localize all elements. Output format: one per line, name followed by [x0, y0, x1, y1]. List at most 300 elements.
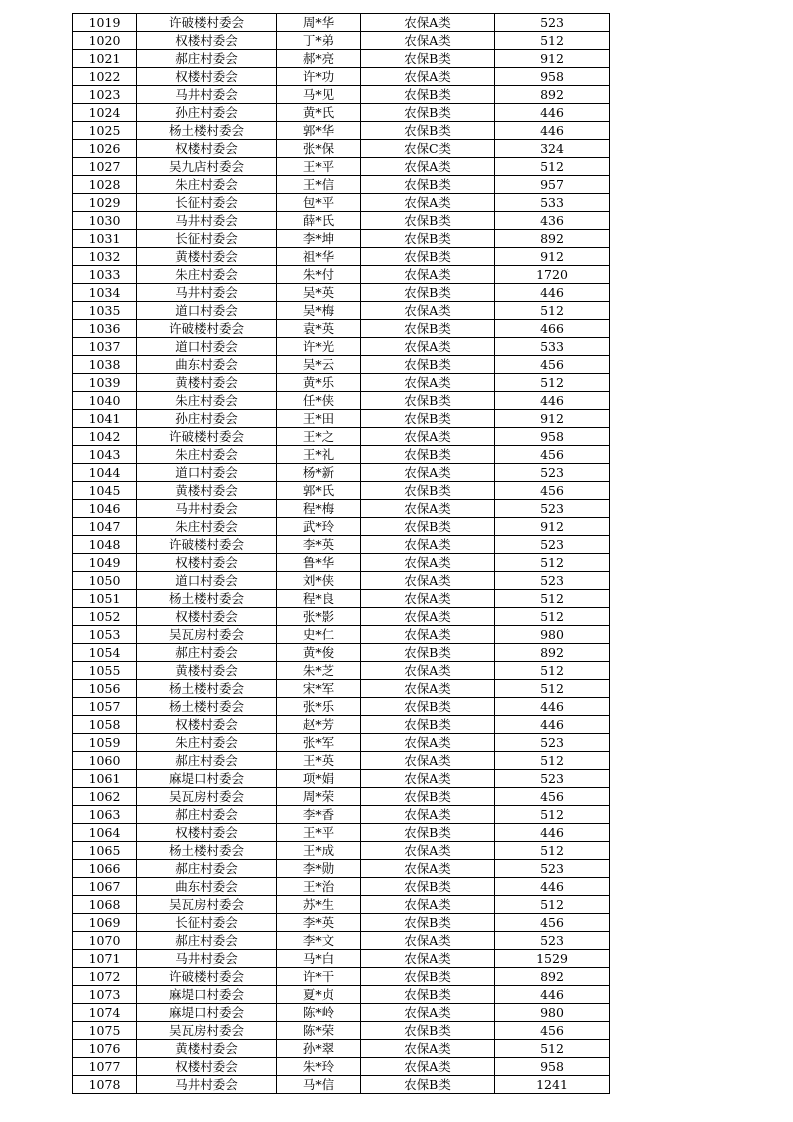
amount-cell: 1241 — [495, 1076, 610, 1094]
insurance-type-cell: 农保B类 — [361, 644, 495, 662]
amount-cell: 456 — [495, 446, 610, 464]
village-committee-cell: 杨土楼村委会 — [137, 122, 277, 140]
person-name-cell: 王*信 — [277, 176, 361, 194]
insurance-type-cell: 农保B类 — [361, 482, 495, 500]
table-row — [73, 266, 610, 284]
person-name-cell: 杨*新 — [277, 464, 361, 482]
person-name-cell: 鲁*华 — [277, 554, 361, 572]
person-name-cell: 王*成 — [277, 842, 361, 860]
row-number-cell: 1062 — [73, 788, 137, 806]
person-name-cell: 孙*翠 — [277, 1040, 361, 1058]
table-row — [73, 464, 610, 482]
village-committee-cell: 马井村委会 — [137, 500, 277, 518]
amount-cell: 958 — [495, 1058, 610, 1076]
person-name-cell: 王*平 — [277, 158, 361, 176]
person-name-cell: 丁*弟 — [277, 32, 361, 50]
village-committee-cell: 黄楼村委会 — [137, 248, 277, 266]
person-name-cell: 张*乐 — [277, 698, 361, 716]
row-number-cell: 1028 — [73, 176, 137, 194]
amount-cell: 892 — [495, 968, 610, 986]
insurance-type-cell: 农保A类 — [361, 590, 495, 608]
insurance-type-cell: 农保A类 — [361, 158, 495, 176]
row-number-cell: 1074 — [73, 1004, 137, 1022]
insurance-type-cell: 农保A类 — [361, 428, 495, 446]
insurance-type-cell: 农保A类 — [361, 1004, 495, 1022]
row-number-cell: 1065 — [73, 842, 137, 860]
row-number-cell: 1029 — [73, 194, 137, 212]
village-committee-cell: 杨土楼村委会 — [137, 680, 277, 698]
amount-cell: 523 — [495, 500, 610, 518]
row-number-cell: 1064 — [73, 824, 137, 842]
amount-cell: 446 — [495, 122, 610, 140]
person-name-cell: 吴*梅 — [277, 302, 361, 320]
amount-cell: 892 — [495, 644, 610, 662]
row-number-cell: 1045 — [73, 482, 137, 500]
insurance-type-cell: 农保B类 — [361, 446, 495, 464]
insurance-type-cell: 农保A类 — [361, 932, 495, 950]
insurance-type-cell: 农保B类 — [361, 176, 495, 194]
village-committee-cell: 权楼村委会 — [137, 140, 277, 158]
person-name-cell: 郭*氏 — [277, 482, 361, 500]
insurance-type-cell: 农保A类 — [361, 266, 495, 284]
insurance-type-cell: 农保A类 — [361, 1058, 495, 1076]
row-number-cell: 1047 — [73, 518, 137, 536]
amount-cell: 446 — [495, 284, 610, 302]
amount-cell: 446 — [495, 716, 610, 734]
row-number-cell: 1060 — [73, 752, 137, 770]
amount-cell: 892 — [495, 230, 610, 248]
village-committee-cell: 黄楼村委会 — [137, 662, 277, 680]
table-row — [73, 68, 610, 86]
table-row — [73, 968, 610, 986]
person-name-cell: 许*干 — [277, 968, 361, 986]
amount-cell: 912 — [495, 248, 610, 266]
village-committee-cell: 马井村委会 — [137, 212, 277, 230]
person-name-cell: 王*田 — [277, 410, 361, 428]
village-committee-cell: 道口村委会 — [137, 302, 277, 320]
table-row — [73, 626, 610, 644]
village-committee-cell: 吴九店村委会 — [137, 158, 277, 176]
village-committee-cell: 道口村委会 — [137, 464, 277, 482]
table-row — [73, 734, 610, 752]
table-row — [73, 536, 610, 554]
row-number-cell: 1068 — [73, 896, 137, 914]
amount-cell: 512 — [495, 608, 610, 626]
table-row — [73, 698, 610, 716]
amount-cell: 533 — [495, 338, 610, 356]
person-name-cell: 王*之 — [277, 428, 361, 446]
village-committee-cell: 吴瓦房村委会 — [137, 788, 277, 806]
table-row — [73, 140, 610, 158]
village-committee-cell: 吴瓦房村委会 — [137, 626, 277, 644]
table-row — [73, 878, 610, 896]
row-number-cell: 1051 — [73, 590, 137, 608]
row-number-cell: 1052 — [73, 608, 137, 626]
amount-cell: 512 — [495, 374, 610, 392]
amount-cell: 523 — [495, 734, 610, 752]
amount-cell: 512 — [495, 158, 610, 176]
amount-cell: 446 — [495, 878, 610, 896]
table-row — [73, 410, 610, 428]
amount-cell: 512 — [495, 302, 610, 320]
village-committee-cell: 麻堤口村委会 — [137, 770, 277, 788]
person-name-cell: 周*荣 — [277, 788, 361, 806]
insurance-type-cell: 农保A类 — [361, 14, 495, 32]
table-row — [73, 194, 610, 212]
person-name-cell: 苏*生 — [277, 896, 361, 914]
person-name-cell: 宋*军 — [277, 680, 361, 698]
person-name-cell: 李*坤 — [277, 230, 361, 248]
row-number-cell: 1063 — [73, 806, 137, 824]
amount-cell: 958 — [495, 68, 610, 86]
row-number-cell: 1035 — [73, 302, 137, 320]
amount-cell: 1529 — [495, 950, 610, 968]
table-row — [73, 608, 610, 626]
person-name-cell: 许*功 — [277, 68, 361, 86]
row-number-cell: 1077 — [73, 1058, 137, 1076]
row-number-cell: 1050 — [73, 572, 137, 590]
village-committee-cell: 吴瓦房村委会 — [137, 1022, 277, 1040]
village-committee-cell: 麻堤口村委会 — [137, 1004, 277, 1022]
village-committee-cell: 权楼村委会 — [137, 824, 277, 842]
person-name-cell: 陈*岭 — [277, 1004, 361, 1022]
insurance-type-cell: 农保B类 — [361, 968, 495, 986]
person-name-cell: 郭*华 — [277, 122, 361, 140]
insurance-type-cell: 农保B类 — [361, 392, 495, 410]
row-number-cell: 1039 — [73, 374, 137, 392]
insurance-type-cell: 农保B类 — [361, 986, 495, 1004]
insurance-type-cell: 农保B类 — [361, 248, 495, 266]
table-row — [73, 932, 610, 950]
row-number-cell: 1061 — [73, 770, 137, 788]
table-row — [73, 914, 610, 932]
amount-cell: 456 — [495, 356, 610, 374]
insurance-type-cell: 农保A类 — [361, 626, 495, 644]
table-row — [73, 860, 610, 878]
person-name-cell: 刘*侠 — [277, 572, 361, 590]
row-number-cell: 1073 — [73, 986, 137, 1004]
amount-cell: 512 — [495, 590, 610, 608]
row-number-cell: 1046 — [73, 500, 137, 518]
village-committee-cell: 马井村委会 — [137, 86, 277, 104]
person-name-cell: 项*娟 — [277, 770, 361, 788]
row-number-cell: 1036 — [73, 320, 137, 338]
table-row — [73, 1076, 610, 1094]
insurance-type-cell: 农保A类 — [361, 950, 495, 968]
person-name-cell: 黄*乐 — [277, 374, 361, 392]
village-committee-cell: 黄楼村委会 — [137, 1040, 277, 1058]
amount-cell: 512 — [495, 680, 610, 698]
insurance-type-cell: 农保B类 — [361, 410, 495, 428]
insurance-type-cell: 农保A类 — [361, 536, 495, 554]
person-name-cell: 夏*贞 — [277, 986, 361, 1004]
row-number-cell: 1025 — [73, 122, 137, 140]
village-committee-cell: 朱庄村委会 — [137, 392, 277, 410]
insurance-type-cell: 农保B类 — [361, 1076, 495, 1094]
village-committee-cell: 杨土楼村委会 — [137, 698, 277, 716]
table-row — [73, 950, 610, 968]
table-row — [73, 482, 610, 500]
amount-cell: 957 — [495, 176, 610, 194]
insurance-type-cell: 农保B类 — [361, 104, 495, 122]
row-number-cell: 1031 — [73, 230, 137, 248]
table-row — [73, 572, 610, 590]
person-name-cell: 张*保 — [277, 140, 361, 158]
row-number-cell: 1075 — [73, 1022, 137, 1040]
table-row — [73, 1022, 610, 1040]
village-committee-cell: 曲东村委会 — [137, 356, 277, 374]
amount-cell: 533 — [495, 194, 610, 212]
amount-cell: 446 — [495, 824, 610, 842]
table-row — [73, 752, 610, 770]
table-row — [73, 644, 610, 662]
person-name-cell: 李*英 — [277, 536, 361, 554]
table-row — [73, 788, 610, 806]
insurance-type-cell: 农保A类 — [361, 194, 495, 212]
row-number-cell: 1054 — [73, 644, 137, 662]
row-number-cell: 1058 — [73, 716, 137, 734]
insurance-type-cell: 农保B类 — [361, 86, 495, 104]
person-name-cell: 朱*芝 — [277, 662, 361, 680]
village-committee-cell: 权楼村委会 — [137, 1058, 277, 1076]
insurance-type-cell: 农保B类 — [361, 788, 495, 806]
row-number-cell: 1027 — [73, 158, 137, 176]
person-name-cell: 王*礼 — [277, 446, 361, 464]
row-number-cell: 1023 — [73, 86, 137, 104]
insurance-type-cell: 农保B类 — [361, 212, 495, 230]
person-name-cell: 王*治 — [277, 878, 361, 896]
row-number-cell: 1040 — [73, 392, 137, 410]
insurance-type-cell: 农保A类 — [361, 500, 495, 518]
row-number-cell: 1022 — [73, 68, 137, 86]
amount-cell: 512 — [495, 554, 610, 572]
row-number-cell: 1057 — [73, 698, 137, 716]
table-row — [73, 230, 610, 248]
insurance-type-cell: 农保B类 — [361, 914, 495, 932]
amount-cell: 456 — [495, 1022, 610, 1040]
table-row — [73, 32, 610, 50]
table-row — [73, 500, 610, 518]
row-number-cell: 1024 — [73, 104, 137, 122]
person-name-cell: 张*军 — [277, 734, 361, 752]
village-committee-cell: 郝庄村委会 — [137, 860, 277, 878]
amount-cell: 523 — [495, 770, 610, 788]
amount-cell: 436 — [495, 212, 610, 230]
table-row — [73, 338, 610, 356]
insurance-type-cell: 农保B类 — [361, 824, 495, 842]
village-committee-cell: 许破楼村委会 — [137, 536, 277, 554]
amount-cell: 446 — [495, 698, 610, 716]
row-number-cell: 1059 — [73, 734, 137, 752]
person-name-cell: 李*香 — [277, 806, 361, 824]
table-row — [73, 428, 610, 446]
row-number-cell: 1037 — [73, 338, 137, 356]
amount-cell: 446 — [495, 104, 610, 122]
amount-cell: 892 — [495, 86, 610, 104]
village-committee-cell: 郝庄村委会 — [137, 50, 277, 68]
row-number-cell: 1055 — [73, 662, 137, 680]
amount-cell: 980 — [495, 1004, 610, 1022]
insurance-type-cell: 农保A类 — [361, 662, 495, 680]
row-number-cell: 1071 — [73, 950, 137, 968]
amount-cell: 512 — [495, 896, 610, 914]
insurance-type-cell: 农保B类 — [361, 716, 495, 734]
table-row — [73, 842, 610, 860]
amount-cell: 512 — [495, 752, 610, 770]
table-row — [73, 374, 610, 392]
village-committee-cell: 马井村委会 — [137, 1076, 277, 1094]
village-committee-cell: 郝庄村委会 — [137, 752, 277, 770]
person-name-cell: 黄*氏 — [277, 104, 361, 122]
amount-cell: 456 — [495, 788, 610, 806]
village-committee-cell: 许破楼村委会 — [137, 428, 277, 446]
village-committee-cell: 黄楼村委会 — [137, 482, 277, 500]
row-number-cell: 1041 — [73, 410, 137, 428]
village-committee-cell: 道口村委会 — [137, 338, 277, 356]
amount-cell: 523 — [495, 14, 610, 32]
row-number-cell: 1056 — [73, 680, 137, 698]
person-name-cell: 李*文 — [277, 932, 361, 950]
table-row — [73, 284, 610, 302]
table-row — [73, 50, 610, 68]
insurance-type-cell: 农保A类 — [361, 572, 495, 590]
person-name-cell: 任*侠 — [277, 392, 361, 410]
table-row — [73, 662, 610, 680]
table-row — [73, 392, 610, 410]
person-name-cell: 赵*芳 — [277, 716, 361, 734]
amount-cell: 912 — [495, 518, 610, 536]
row-number-cell: 1044 — [73, 464, 137, 482]
person-name-cell: 张*影 — [277, 608, 361, 626]
person-name-cell: 周*华 — [277, 14, 361, 32]
amount-cell: 456 — [495, 914, 610, 932]
amount-cell: 958 — [495, 428, 610, 446]
village-committee-cell: 朱庄村委会 — [137, 266, 277, 284]
row-number-cell: 1066 — [73, 860, 137, 878]
table-row — [73, 86, 610, 104]
village-committee-cell: 朱庄村委会 — [137, 518, 277, 536]
row-number-cell: 1030 — [73, 212, 137, 230]
row-number-cell: 1032 — [73, 248, 137, 266]
insurance-type-cell: 农保C类 — [361, 140, 495, 158]
row-number-cell: 1020 — [73, 32, 137, 50]
table-body — [73, 14, 610, 1094]
table-row — [73, 896, 610, 914]
person-name-cell: 王*平 — [277, 824, 361, 842]
amount-cell: 446 — [495, 392, 610, 410]
amount-cell: 523 — [495, 860, 610, 878]
village-committee-cell: 许破楼村委会 — [137, 14, 277, 32]
person-name-cell: 陈*荣 — [277, 1022, 361, 1040]
row-number-cell: 1038 — [73, 356, 137, 374]
village-committee-cell: 许破楼村委会 — [137, 968, 277, 986]
village-committee-cell: 长征村委会 — [137, 914, 277, 932]
village-committee-cell: 长征村委会 — [137, 194, 277, 212]
table-row — [73, 986, 610, 1004]
row-number-cell: 1033 — [73, 266, 137, 284]
amount-cell: 912 — [495, 410, 610, 428]
insurance-type-cell: 农保B类 — [361, 50, 495, 68]
row-number-cell: 1021 — [73, 50, 137, 68]
row-number-cell: 1034 — [73, 284, 137, 302]
person-name-cell: 郝*亮 — [277, 50, 361, 68]
amount-cell: 512 — [495, 842, 610, 860]
table-row — [73, 212, 610, 230]
person-name-cell: 许*光 — [277, 338, 361, 356]
table-row — [73, 356, 610, 374]
insurance-type-cell: 农保B类 — [361, 518, 495, 536]
person-name-cell: 程*梅 — [277, 500, 361, 518]
amount-cell: 512 — [495, 32, 610, 50]
insurance-type-cell: 农保A类 — [361, 770, 495, 788]
amount-cell: 523 — [495, 536, 610, 554]
village-committee-cell: 麻堤口村委会 — [137, 986, 277, 1004]
insurance-type-cell: 农保A类 — [361, 752, 495, 770]
table-row — [73, 554, 610, 572]
person-name-cell: 马*见 — [277, 86, 361, 104]
table-row — [73, 302, 610, 320]
person-name-cell: 李*勋 — [277, 860, 361, 878]
village-committee-cell: 孙庄村委会 — [137, 104, 277, 122]
table-row — [73, 176, 610, 194]
village-committee-cell: 朱庄村委会 — [137, 176, 277, 194]
table-row — [73, 1058, 610, 1076]
row-number-cell: 1070 — [73, 932, 137, 950]
table-row — [73, 680, 610, 698]
person-name-cell: 黄*俊 — [277, 644, 361, 662]
table-row — [73, 806, 610, 824]
table-row — [73, 1040, 610, 1058]
insurance-type-cell: 农保B类 — [361, 320, 495, 338]
row-number-cell: 1072 — [73, 968, 137, 986]
insurance-type-cell: 农保A类 — [361, 860, 495, 878]
insurance-type-cell: 农保B类 — [361, 284, 495, 302]
person-name-cell: 祖*华 — [277, 248, 361, 266]
person-name-cell: 袁*英 — [277, 320, 361, 338]
person-name-cell: 包*平 — [277, 194, 361, 212]
village-committee-cell: 朱庄村委会 — [137, 734, 277, 752]
subsidy-table — [72, 13, 610, 1094]
table-row — [73, 518, 610, 536]
village-committee-cell: 马井村委会 — [137, 950, 277, 968]
insurance-type-cell: 农保A类 — [361, 302, 495, 320]
village-committee-cell: 权楼村委会 — [137, 32, 277, 50]
amount-cell: 456 — [495, 482, 610, 500]
insurance-type-cell: 农保A类 — [361, 374, 495, 392]
insurance-type-cell: 农保A类 — [361, 896, 495, 914]
village-committee-cell: 马井村委会 — [137, 284, 277, 302]
row-number-cell: 1048 — [73, 536, 137, 554]
person-name-cell: 朱*付 — [277, 266, 361, 284]
village-committee-cell: 权楼村委会 — [137, 68, 277, 86]
person-name-cell: 程*良 — [277, 590, 361, 608]
person-name-cell: 薛*氏 — [277, 212, 361, 230]
village-committee-cell: 杨土楼村委会 — [137, 590, 277, 608]
row-number-cell: 1026 — [73, 140, 137, 158]
table-row — [73, 158, 610, 176]
person-name-cell: 吴*云 — [277, 356, 361, 374]
table-row — [73, 248, 610, 266]
village-committee-cell: 权楼村委会 — [137, 608, 277, 626]
insurance-type-cell: 农保A类 — [361, 734, 495, 752]
person-name-cell: 王*英 — [277, 752, 361, 770]
village-committee-cell: 孙庄村委会 — [137, 410, 277, 428]
person-name-cell: 武*玲 — [277, 518, 361, 536]
insurance-type-cell: 农保A类 — [361, 68, 495, 86]
amount-cell: 523 — [495, 464, 610, 482]
amount-cell: 466 — [495, 320, 610, 338]
insurance-type-cell: 农保A类 — [361, 464, 495, 482]
